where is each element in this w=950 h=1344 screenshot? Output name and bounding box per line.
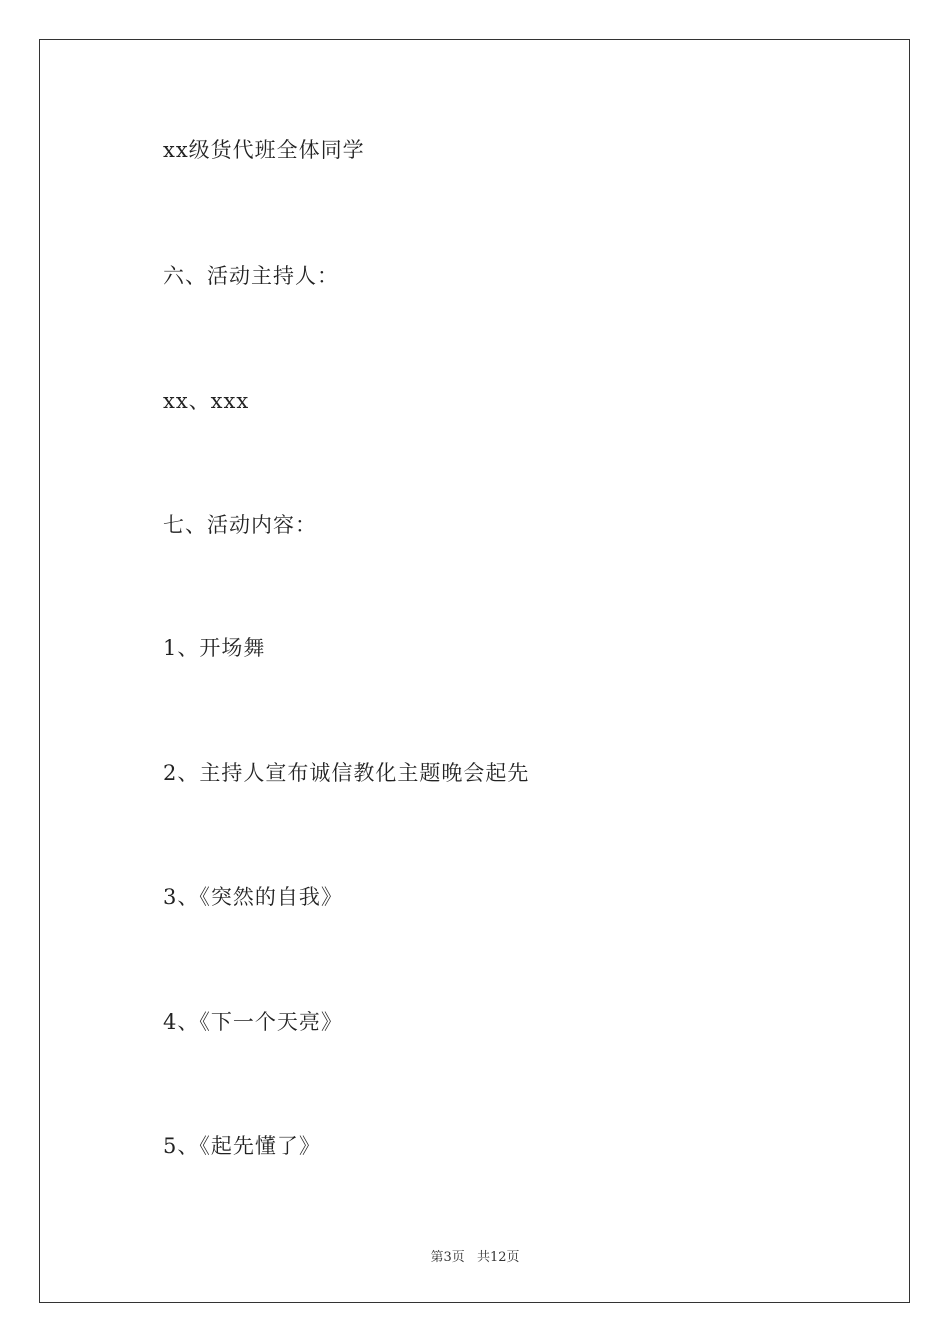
page-number: 第3页 [430,1250,465,1265]
content-item-3: 3、《突然的自我》 [163,885,343,909]
content-item-4: 4、《下一个天亮》 [163,1010,343,1034]
section-six-heading: 六、活动主持人： [163,264,339,288]
page-total: 共12页 [476,1250,520,1265]
hosts-line: xx、xxx [163,389,250,413]
content-item-1: 1、开场舞 [163,636,266,660]
page-footer [0,1246,950,1265]
section-seven-heading: 七、活动内容： [163,513,317,537]
participants-line: xx级货代班全体同学 [163,138,365,162]
page-border [39,39,910,1303]
content-item-5: 5、《起先懂了》 [163,1134,321,1158]
content-item-2: 2、主持人宣布诚信教化主题晚会起先 [163,761,530,785]
